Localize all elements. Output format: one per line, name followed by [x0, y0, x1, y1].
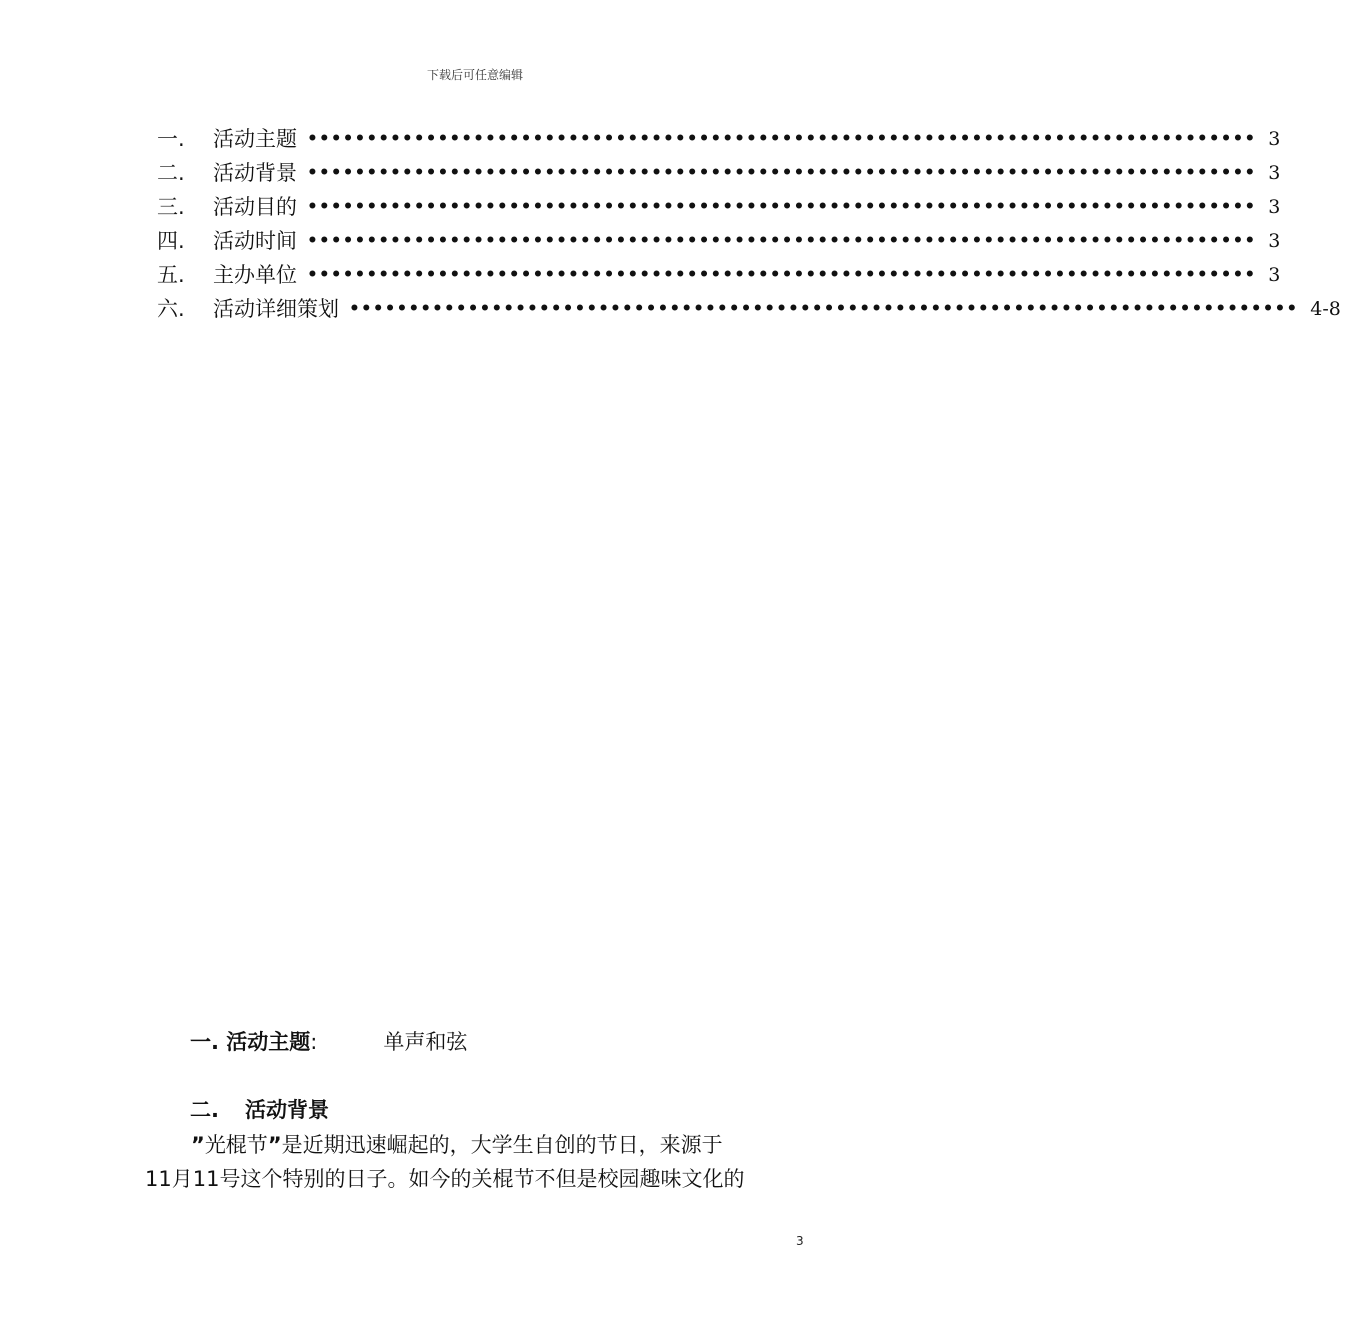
- section-theme: [190, 1024, 467, 1060]
- toc-entry-number: 三.: [157, 195, 185, 219]
- toc-leader-dots: ••••••••••••••••••••••••••••••••••••••••••••••••••••••••••••••••••••••••••••••••: [307, 231, 1257, 251]
- toc-entry-number: 五.: [157, 263, 185, 287]
- section-theme-colon: :: [310, 1030, 318, 1054]
- page-header: 下载后可任意编辑: [426, 68, 523, 82]
- toc-entry-number: 四.: [157, 229, 185, 253]
- toc-entry-number: 二.: [157, 161, 185, 185]
- toc-entry[interactable]: [157, 122, 1281, 156]
- toc-leader-dots: ••••••••••••••••••••••••••••••••••••••••••••••••••••••••••••••••••••••••••••••••: [307, 163, 1257, 183]
- toc-leader-dots: ••••••••••••••••••••••••••••••••••••••••••••••••••••••••••••••••••••••••••••••••: [307, 129, 1257, 149]
- background-paragraph-line-2: 11月11号这个特别的日子。如今的关棍节不但是校园趣味文化的: [145, 1167, 745, 1191]
- section-background-heading: [190, 1092, 329, 1128]
- toc-entry-title: 活动目的: [213, 195, 297, 219]
- toc-entry-title: 活动主题: [213, 127, 297, 151]
- toc-entry-page: 3: [1268, 230, 1281, 252]
- toc-entry[interactable]: [157, 224, 1281, 258]
- section-theme-value: 单声和弦: [383, 1030, 468, 1054]
- section-theme-heading: 一. 活动主题: [190, 1030, 311, 1054]
- toc-leader-dots: ••••••••••••••••••••••••••••••••••••••••••••••••••••••••••••••••••••••••••••••••: [307, 197, 1257, 217]
- toc-entry[interactable]: [157, 156, 1281, 190]
- toc-entry-number: 一.: [157, 127, 185, 151]
- toc-leader-dots: ••••••••••••••••••••••••••••••••••••••••••••••••••••••••••••••••••••••••••••••••: [349, 299, 1299, 319]
- toc-entry[interactable]: [157, 190, 1281, 224]
- section-background-number: 二.: [190, 1098, 219, 1122]
- toc-entry-title: 活动背景: [213, 161, 297, 185]
- term-text: 光棍节: [204, 1133, 268, 1157]
- toc-entry-page: 3: [1268, 264, 1281, 286]
- toc-entry-title: 主办单位: [213, 263, 297, 287]
- toc-entry-page: 3: [1268, 196, 1281, 218]
- toc-entry[interactable]: [157, 292, 1341, 326]
- background-paragraph-line-1: [145, 1128, 810, 1162]
- paragraph-text: 是近期迅速崛起的，大学生自创的节日，来源于: [281, 1133, 723, 1157]
- toc-entry-page: 3: [1268, 128, 1281, 150]
- section-background-title: 活动背景: [244, 1098, 329, 1122]
- toc-entry-title: 活动时间: [213, 229, 297, 253]
- toc-leader-dots: ••••••••••••••••••••••••••••••••••••••••••••••••••••••••••••••••••••••••••••••••: [307, 265, 1257, 285]
- toc-entry[interactable]: [157, 258, 1281, 292]
- quote-open: ”: [191, 1133, 205, 1157]
- toc-entry-page: 4-8: [1310, 298, 1341, 320]
- toc-entry-title: 活动详细策划: [213, 297, 339, 321]
- toc-entry-page: 3: [1268, 162, 1281, 184]
- page-number: 3: [796, 1234, 804, 1248]
- toc-entry-number: 六.: [157, 297, 185, 321]
- table-of-contents: [157, 122, 1341, 326]
- quote-close: ”: [267, 1133, 282, 1157]
